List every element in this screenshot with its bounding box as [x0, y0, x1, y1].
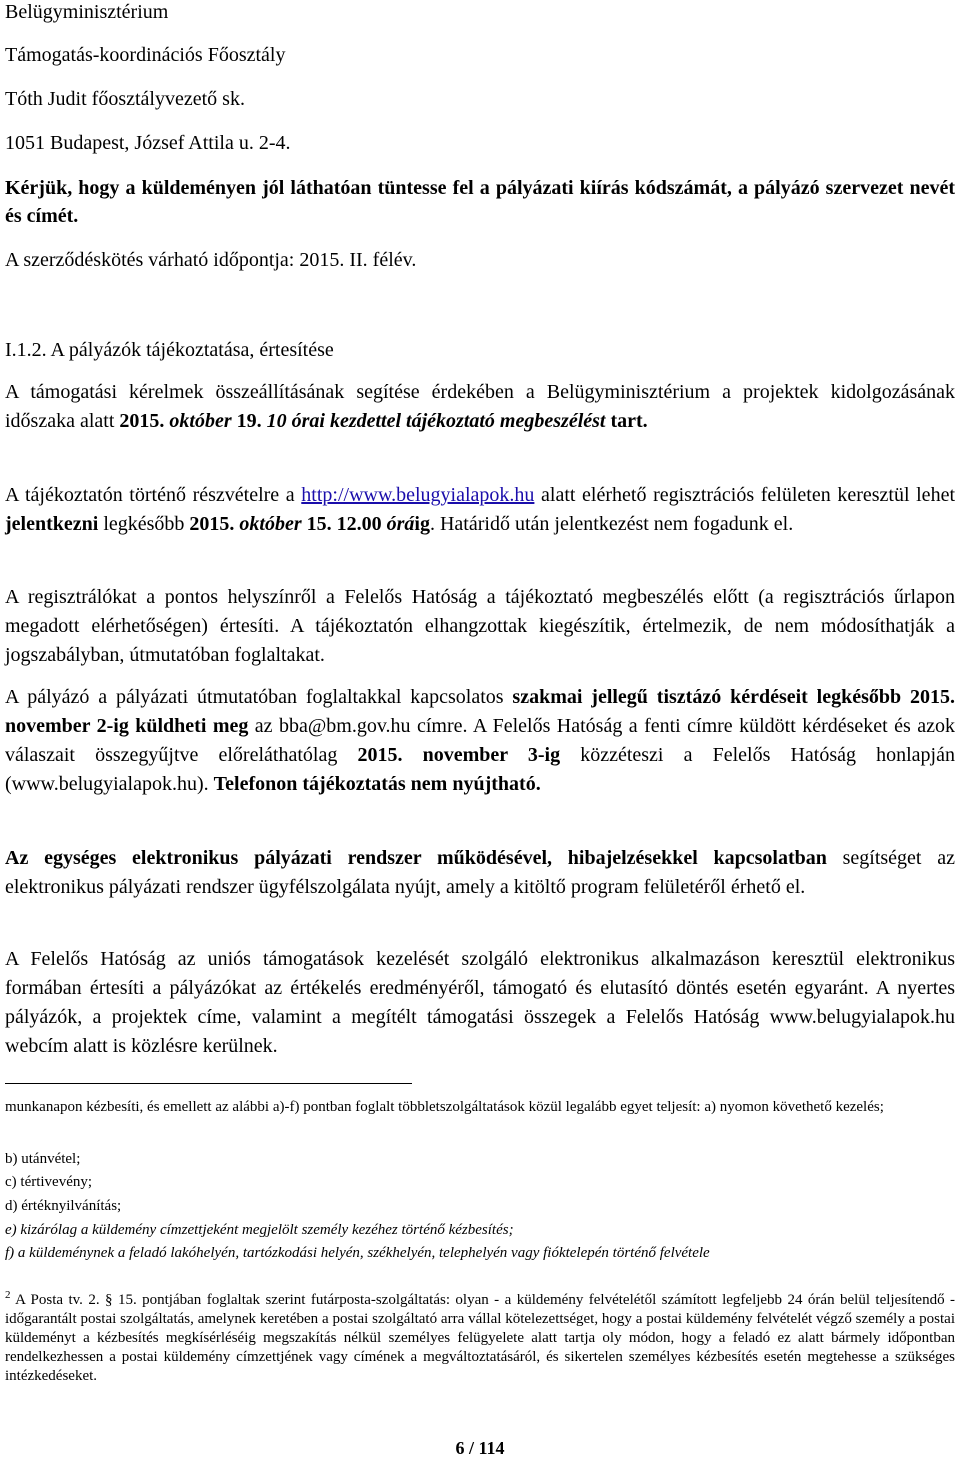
- bold-register: jelentkezni: [5, 513, 99, 535]
- address-street: 1051 Budapest, József Attila u. 2-4.: [5, 132, 291, 154]
- text: közzéteszi a Felelős Hatóság honlapján (www.belugyialapok.hu).: [5, 744, 955, 795]
- paragraph-info-meeting: [5, 378, 955, 436]
- footnote-text: A Posta tv. 2. § 15. pontjában foglaltak szerint futárposta-szolgáltatás: olyan - a küldemény felvételétől számított legfeljebb 24 órán belül teljesítendő - időgarantált postai szolgáltatás, amelynek keretében a postai szolgáltató arra vállal kötelezettséget, hogy a postai küldemény felvételét végző személy a postai küldeményt a kézbesítés megkísérléséig megszakítás nélkül személyes felügyelete alatt tartja oly módon, hogy a feladó ez alatt bármely időpontban rendelkezhessen a postai küldemény címzettjének vagy címének a megváltoztatásáról, és sikertelen személyes kézbesítés esetén megtehesse a szükséges intézkedéseket.: [5, 1292, 955, 1384]
- bold-questions: szakmai jellegű tisztázó kérdéseit legkésőbb 2015. november 2-ig küldheti meg: [5, 686, 956, 737]
- text: A támogatási kérelmek összeállításának segítése érdekében a Belügyminisztérium a projektek kidolgozásának időszaka alatt: [5, 381, 955, 432]
- paragraph-location-notice: A regisztrálókat a pontos helyszínről a Felelős Hatóság a tájékoztató megbeszélés előtt (a regisztrációs űrlapon megadott elérhetőségen) értesíti. A tájékoztatón elhangzottak kiegészítik, értelmezik, de nem módosíthatják a jogszabályban, útmutatóban foglaltakat.: [5, 586, 955, 666]
- address-ministry: Belügyminisztérium: [5, 1, 169, 23]
- bold-suffix: ig: [414, 513, 430, 535]
- bold-date: 2015.: [119, 410, 170, 432]
- footnote-item-f: f) a küldeménynek a feladó lakóhelyén, tartózkodási helyén, székhelyén, telephelyén vagy fióktelepén történő felvétele: [5, 1245, 710, 1261]
- bold-system-issues: Az egységes elektronikus pályázati rendszer működésével, hibajelzésekkel kapcsolatban: [5, 847, 827, 869]
- registration-link[interactable]: http://www.belugyialapok.hu: [301, 484, 535, 506]
- bold-publish-date: 2015. november 3-ig: [357, 744, 561, 766]
- footnote-separator: [5, 1083, 412, 1084]
- paragraph-questions: [5, 683, 955, 799]
- paragraph-notification: A Felelős Hatóság az uniós támogatások kezelését szolgáló elektronikus alkalmazáson keresztül elektronikus formában értesíti a pályázókat az értékelés eredményéről, támogató és elutasító döntés esetén egyaránt. A nyertes pályázók, a projektek címe, valamint a megítélt támogatási összegek a Felelős Hatóság www.belugyialapok.hu webcím alatt is közlésre kerülnek.: [5, 948, 955, 1057]
- page-number: 6 / 114: [455, 1438, 505, 1458]
- paragraph-helpdesk: [5, 844, 955, 902]
- bold-italic-month: október: [239, 513, 302, 535]
- address-department: Támogatás-koordinációs Főosztály: [5, 44, 286, 66]
- bold-date: 2015.: [189, 513, 240, 535]
- text: segítséget az elektronikus pályázati rendszer ügyfélszolgálata nyújt, amely a kitöltő program felületéről érhető el.: [5, 847, 955, 898]
- text: az bba@bm.gov.hu címre. A Felelős Hatóság a fenti címre küldött kérdéseket és azok válaszait összegyűjtve előreláthatólag: [5, 715, 956, 766]
- footnote-item-b: b) utánvétel;: [5, 1151, 81, 1167]
- bold-time: 15. 12.00: [301, 513, 387, 535]
- footnote-courier: [5, 1291, 955, 1386]
- text: A pályázó a pályázati útmutatóban foglaltakkal kapcsolatos: [5, 686, 513, 708]
- footnote-item-e: e) kizárólag a küldemény címzettjeként megjelölt személy kezéhez történő kézbesítés;: [5, 1222, 514, 1238]
- bold-italic-meeting: 10 órai kezdettel tájékoztató megbeszélést: [266, 410, 606, 432]
- contract-date: A szerződéskötés várható időpontja: 2015. II. félév.: [5, 249, 417, 271]
- text: . Határidő után jelentkezést nem fogadunk el.: [429, 513, 794, 535]
- bold-no-phone: Telefonon tájékoztatás nem nyújtható.: [213, 773, 541, 795]
- text: legkésőbb: [98, 513, 190, 535]
- bold-italic-hour: órá: [386, 513, 415, 535]
- footnote-services: munkanapon kézbesíti, és emellett az alábbi a)-f) pontban foglalt többletszolgáltatások közül legalább egyet teljesít: a) nyomon követhető kezelés;: [5, 1099, 884, 1115]
- bold-tart: tart.: [605, 410, 648, 432]
- footnote-marker: 2: [5, 1289, 11, 1301]
- bold-italic-month: október: [169, 410, 232, 432]
- footnote-item-d: d) értéknyilvánítás;: [5, 1198, 122, 1214]
- text: A tájékoztatón történő részvételre a: [5, 484, 302, 506]
- submission-notice: Kérjük, hogy a küldeményen jól láthatóan tüntesse fel a pályázati kiírás kódszámát, a pályázó szervezet nevét és címét.: [5, 177, 955, 227]
- address-head: Tóth Judit főosztályvezető sk.: [5, 88, 245, 110]
- section-heading: I.1.2. A pályázók tájékoztatása, értesítése: [5, 339, 334, 361]
- bold-day: 19.: [231, 410, 267, 432]
- footnote-item-c: c) tértivevény;: [5, 1174, 93, 1190]
- text: alatt elérhető regisztrációs felületen keresztül lehet: [534, 484, 955, 506]
- paragraph-registration: [5, 481, 955, 539]
